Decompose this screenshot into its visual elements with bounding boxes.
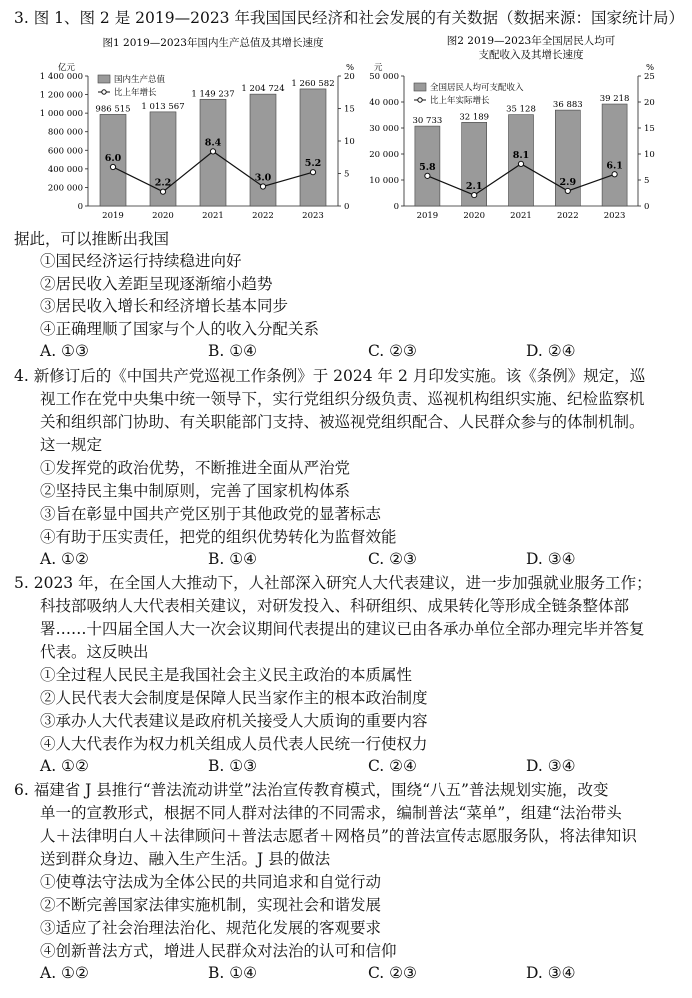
q3-option-a[interactable]: A. ①③ (40, 342, 89, 360)
left-tick-label: 10 000 (369, 176, 399, 186)
x-tick-label: 2020 (152, 211, 174, 221)
q5-option-c[interactable]: C. ②④ (368, 757, 417, 775)
bar-value-label: 30 733 (412, 116, 443, 127)
bar-value-label: 986 515 (95, 104, 131, 115)
right-tick-label: 15 (344, 104, 355, 115)
right-axis-unit: % (346, 63, 355, 73)
q3-option-d[interactable]: D. ②④ (526, 342, 576, 360)
left-tick-label: 20 000 (369, 150, 399, 160)
x-tick-label: 2023 (603, 211, 626, 221)
income-chart (362, 30, 672, 226)
x-tick-label: 2019 (416, 211, 439, 221)
q5-line-4: 代表。这反映出 (40, 643, 149, 661)
q3-stem: 3. 图 1、图 2 是 2019—2023 年我国国民经济和社会发展的有关数据（数据来源：国家统计局） (14, 9, 684, 27)
q5-options (40, 757, 640, 777)
growth-point (160, 189, 165, 194)
right-tick-label: 25 (644, 72, 655, 82)
bar-value-label: 35 128 (506, 104, 536, 115)
chart-title-line: 支配收入及其增长速度 (478, 49, 584, 61)
q4-item-1: ①发挥党的政治优势，不断推进全面从严治党 (40, 459, 351, 477)
x-tick-label: 2021 (510, 211, 532, 221)
growth-point (210, 149, 215, 154)
growth-value-label: 6.1 (606, 160, 623, 172)
right-tick-label: 10 (644, 150, 655, 160)
q5-item-4: ④人大代表作为权力机关组成人员代表人民统一行使权力 (40, 735, 428, 753)
left-axis-unit: 元 (374, 63, 383, 73)
q6-item-1: ①使尊法守法成为全体公民的共同追求和自觉行动 (40, 873, 382, 891)
bar-value-label: 36 883 (552, 100, 583, 111)
left-tick-label: 0 (77, 202, 83, 212)
right-tick-label: 10 (344, 137, 355, 147)
q3-option-c[interactable]: C. ②③ (368, 342, 417, 360)
growth-value-label: 8.1 (512, 149, 530, 161)
legend-line-label: 比上年实际增长 (430, 96, 490, 106)
legend-bar-label: 全国居民人均可支配收入 (430, 83, 524, 93)
bar-value-label: 39 218 (599, 94, 630, 105)
q6-item-3: ③适应了社会治理法治化、规范化发展的客观要求 (40, 919, 382, 937)
bar (602, 104, 627, 206)
growth-point (565, 188, 570, 193)
x-tick-label: 2022 (252, 211, 274, 221)
q3-item-4: ④正确理顺了国家与个人的收入分配关系 (40, 320, 320, 338)
q6-item-2: ②不断完善国家法律实施机制，实现社会和谐发展 (40, 896, 382, 914)
q6-item-4: ④创新普法方式，增进人民群众对法治的认可和信仰 (40, 942, 397, 960)
right-tick-label: 15 (644, 124, 655, 134)
x-tick-label: 2023 (302, 211, 324, 221)
q5-item-2: ②人民代表大会制度是保障人民当家作主的根本政治制度 (40, 689, 428, 707)
left-tick-label: 1 400 000 (39, 72, 83, 82)
q4-line-4: 这一规定 (40, 436, 103, 454)
growth-point (110, 164, 115, 169)
bar-value-label: 1 149 237 (191, 89, 235, 100)
q5-option-a[interactable]: A. ①② (40, 757, 89, 775)
left-tick-label: 800 000 (47, 127, 83, 138)
left-tick-label: 1 000 000 (39, 109, 83, 120)
growth-value-label: 2.9 (559, 176, 577, 188)
left-axis-unit: 亿元 (58, 63, 76, 73)
growth-value-label: 6.0 (104, 153, 122, 164)
growth-point (425, 173, 430, 178)
q5-option-d[interactable]: D. ③④ (526, 757, 576, 775)
q6-line-2: 单一的宣教形式，根据不同人群对法律的不同需求，编制普法“菜单”，组建“法治带头 (40, 804, 622, 822)
q3-item-2: ②居民收入差距呈现逐渐缩小趋势 (40, 275, 273, 293)
left-tick-label: 50 000 (369, 72, 399, 82)
q6-option-a[interactable]: A. ①② (40, 964, 89, 982)
q4-options (40, 550, 640, 570)
q6-option-c[interactable]: C. ②③ (368, 964, 417, 982)
q5-option-b[interactable]: B. ①③ (208, 757, 258, 775)
q5-line-1: 5. 2023 年，在全国人大推动下，人社部深入研究人大代表建议，进一步加强就业服务工作； (14, 574, 652, 592)
right-tick-label: 5 (644, 176, 650, 186)
left-tick-label: 400 000 (47, 164, 83, 175)
legend-line-marker (102, 90, 106, 94)
legend-line-marker (418, 98, 422, 102)
right-axis-unit: % (646, 63, 655, 73)
q4-line-3: 关和组织部门协助、有关职能部门支持、被巡视党组织配合、人民群众参与的体制机制。 (40, 413, 645, 431)
left-tick-label: 1 200 000 (39, 90, 83, 101)
q6-option-d[interactable]: D. ③④ (526, 964, 576, 982)
q3-lead: 据此，可以推断出我国 (14, 230, 170, 248)
q4-item-2: ②坚持民主集中制原则，完善了国家机构体系 (40, 482, 351, 500)
x-tick-label: 2021 (202, 211, 224, 221)
growth-point (310, 170, 315, 175)
growth-point (518, 161, 523, 166)
growth-value-label: 3.0 (254, 172, 272, 184)
q5-item-1: ①全过程人民民主是我国社会主义民主政治的本质属性 (40, 666, 413, 684)
q3-item-1: ①国民经济运行持续稳进向好 (40, 252, 242, 270)
q4-item-4: ④有助于压实责任，把党的组织优势转化为监督效能 (40, 528, 397, 546)
q4-option-c[interactable]: C. ②③ (368, 550, 417, 568)
q4-option-d[interactable]: D. ③④ (526, 550, 576, 568)
bar-value-label: 1 260 582 (291, 78, 335, 89)
legend-bar-swatch (414, 83, 426, 91)
right-tick-label: 0 (344, 202, 350, 212)
q6-options (40, 964, 640, 984)
gdp-chart (30, 30, 360, 226)
legend-line-label: 比上年增长 (114, 88, 157, 98)
growth-point (612, 172, 617, 177)
legend-bar-label: 国内生产总值 (114, 75, 166, 85)
chart-title: 图1 2019—2023年国内生产总值及其增长速度 (102, 37, 324, 49)
right-tick-label: 20 (344, 72, 355, 82)
left-tick-label: 30 000 (369, 124, 399, 134)
q6-line-4: 送到群众身边、融入生产生活。J 县的做法 (40, 850, 331, 868)
q4-line-1: 4. 新修订后的《中国共产党巡视工作条例》于 2024 年 2 月印发实施。该《条例》规定，巡 (14, 367, 646, 385)
q3-item-3: ③居民收入增长和经济增长基本同步 (40, 297, 289, 315)
bar (300, 89, 326, 206)
growth-value-label: 5.2 (304, 158, 322, 170)
q3-option-b[interactable]: B. ①④ (208, 342, 258, 360)
growth-point (260, 184, 265, 189)
x-tick-label: 2019 (102, 211, 124, 221)
legend-bar-swatch (98, 75, 110, 83)
right-tick-label: 5 (344, 169, 350, 180)
growth-value-label: 8.4 (204, 137, 222, 149)
left-tick-label: 40 000 (369, 98, 399, 108)
q6-line-3: 人＋法律明白人＋法律顾问＋普法志愿者＋网格员”的普法宣传志愿服务队，将法律知识 (40, 827, 637, 845)
growth-value-label: 5.8 (419, 161, 436, 173)
q4-option-a[interactable]: A. ①② (40, 550, 89, 568)
q4-option-b[interactable]: B. ①④ (208, 550, 258, 568)
growth-value-label: 2.2 (154, 177, 172, 189)
bar-value-label: 1 013 567 (141, 101, 185, 112)
bar-value-label: 1 204 724 (241, 84, 285, 95)
q6-line-1: 6. 福建省 J 县推行“普法流动讲堂”法治宣传教育模式，围绕“八五”普法规划实施，改变 (14, 781, 609, 799)
q5-line-3: 署……十四届全国人大一次会议期间代表提出的建议已由各承办单位全部办理完毕并答复 (40, 620, 645, 638)
q4-line-2: 视工作在党中央集中统一领导下，实行党组织分级负责、巡视机构组织实施、纪检监察机 (40, 390, 645, 408)
q5-item-3: ③承办人大代表建议是政府机关接受人大质询的重要内容 (40, 712, 428, 730)
x-tick-label: 2020 (463, 211, 486, 221)
right-tick-label: 0 (644, 202, 650, 212)
q6-option-b[interactable]: B. ①④ (208, 964, 258, 982)
right-tick-label: 20 (644, 98, 655, 108)
left-tick-label: 200 000 (47, 183, 83, 194)
q3-options (40, 342, 640, 362)
left-tick-label: 0 (393, 202, 399, 212)
growth-point (472, 192, 477, 197)
q4-item-3: ③旨在彰显中国共产党区别于其他政党的显著标志 (40, 505, 382, 523)
left-tick-label: 600 000 (47, 146, 83, 157)
x-tick-label: 2022 (556, 211, 579, 221)
bar-value-label: 32 189 (459, 112, 490, 123)
growth-value-label: 2.1 (465, 181, 483, 193)
chart-title-line: 图2 2019—2023年全国居民人均可 (446, 35, 616, 47)
q5-line-2: 科技部吸纳人大代表相关建议，对研发投入、科研组织、成果转化等形成全链条整体部 (40, 597, 630, 615)
